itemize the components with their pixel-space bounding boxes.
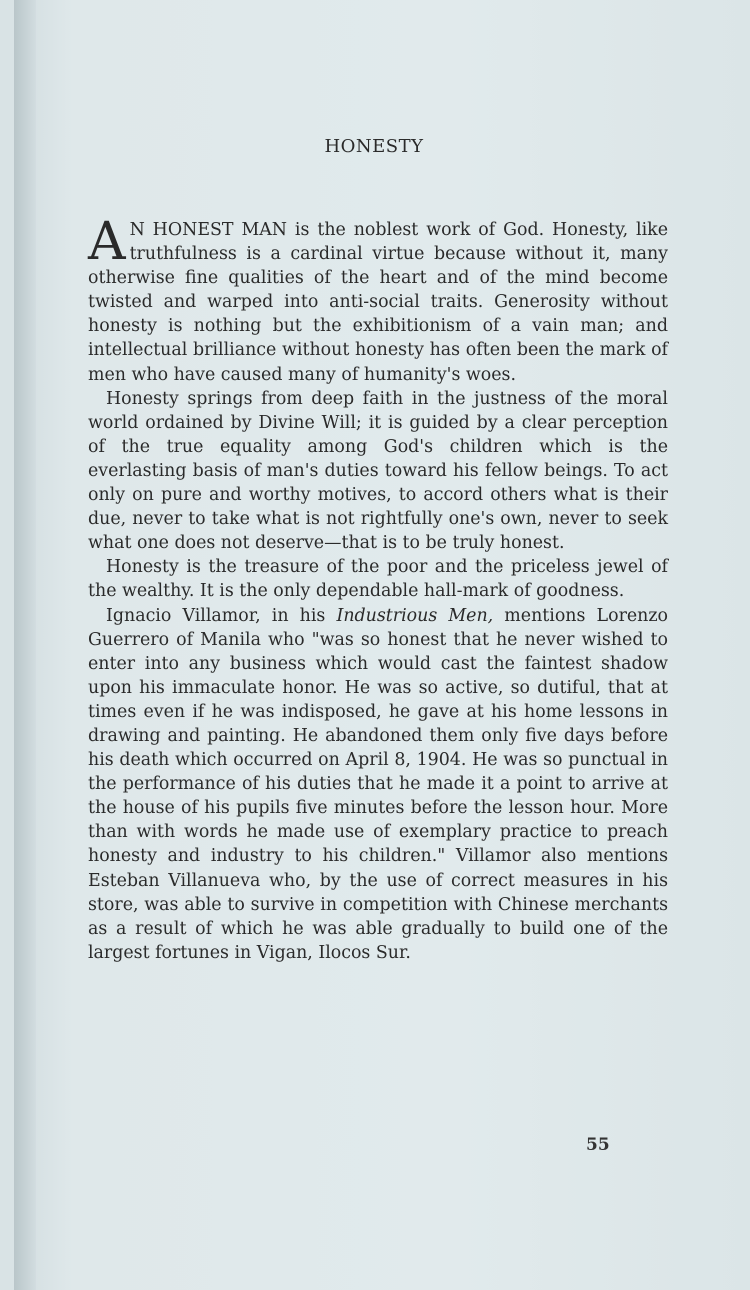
paragraph-4-post: mentions Lorenzo Guerrero of Manila who "was so honest that he never wished to enter into any business which would cast the faintest shadow upon his immaculate honor. He was so active, so dutiful, that at times even if he was indisposed, he gave at his home lessons in drawing and painting. He abandoned them only five days before his death which occurred on April 8, 1904. He was so punctual in the performance of his duties that he made it a point to arrive at the house of his pupils five minutes before the lesson hour. More than with words he made use of exemplary practice to preach honesty and industry to his children." Villamor also mentions Esteban Villanueva who, by the use of correct measures in his store, was able to survive in competition with Chinese merchants as a result of which he was able gradually to build one of the largest fortunes in Vigan, Ilocos Sur. [88,605,669,963]
paragraph-1 [88,212,668,387]
page-number: 55 [586,1135,610,1155]
body-text [88,212,669,965]
paragraph-4-pre: Ignacio Villamor, in his [106,605,337,626]
paragraph-2: Honesty springs from deep faith in the justness of the moral world ordained by Divine Will; it is guided by a clear perception of the true equality among God's children which is the everlasting basis of man's duties toward his fellow beings. To act only on pure and worthy motives, to accord others what is their due, never to take what is not rightfully one's own, never to seek what one does not deserve—that is to be truly honest. [88,388,668,554]
book-page [14,0,750,1290]
paragraph-4 [88,604,668,965]
chapter-title: HONESTY [324,136,424,157]
paragraph-3: Honesty is the treasure of the poor and the priceless jewel of the wealthy. It is the only dependable hall-mark of goodness. [88,557,668,602]
book-title-italic: Industrious Men, [336,605,494,626]
spine-shadow [14,0,36,1290]
drop-cap: A [88,212,126,272]
paragraph-1-text: N HONEST MAN is the noblest work of God. Honesty, like truthfulness is a cardinal virtue because without it, many otherwise fine qualities of the heart and of the mind become twisted and warped into anti-social traits. Generosity without honesty is nothing but the exhibitionism of a vain man; and intellectual brilliance without honesty has often been the mark of men who have caused many of humanity's woes. [88,220,668,385]
